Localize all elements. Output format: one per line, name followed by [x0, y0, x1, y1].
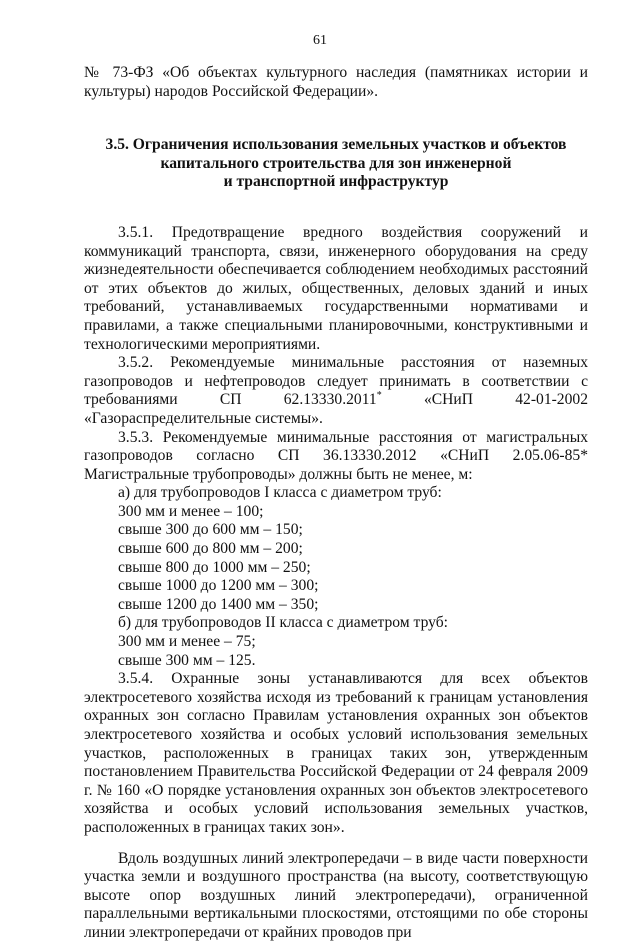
paragraph-3-5-2-text: 3.5.2. Рекомендуемые минимальные расстояния от наземных газопроводов и нефтепроводов следует принимать в соответствии с требованиями СП 62.13330.2011 — [84, 354, 588, 409]
list-item: свыше 300 мм – 125. — [118, 651, 256, 669]
list-item: 300 мм и менее – 75; — [118, 633, 256, 651]
footnote-marker: * — [376, 390, 382, 402]
list-item: б) для трубопроводов II класса с диаметром труб: — [118, 614, 449, 632]
distance-list — [84, 484, 588, 670]
list-item: свыше 800 до 1000 мм – 250; — [118, 558, 311, 576]
section-heading-line: 3.5. Ограничения использования земельных участков и объектов — [105, 136, 567, 154]
intro-paragraph: № 73-ФЗ «Об объектах культурного наследия (памятниках истории и культуры) народов Российской Федерации». — [84, 64, 588, 100]
paragraph-3-5-2 — [84, 354, 588, 428]
paragraph-3-5-1: 3.5.1. Предотвращение вредного воздействия сооружений и коммуникаций транспорта, связи, инженерного оборудования на среду жизнедеятельности обеспечивается соблюдением необходимых расстояний от этих объектов до жилых, общественных, деловых зданий и иных требований, устанавливаемых государственными нормативами и правилами, а также специальными планировочными, конструктивными и технологическими мероприятиями. — [84, 223, 588, 353]
list-item: а) для трубопроводов I класса с диаметром труб: — [118, 484, 442, 502]
list-item: свыше 1200 до 1400 мм – 350; — [118, 595, 319, 613]
paragraph-3-5-3: 3.5.3. Рекомендуемые минимальные расстояния от магистральных газопроводов согласно СП 36.13330.2012 «СНиП 2.05.06-85* Магистральные трубопроводы» должны быть не менее, м: — [84, 428, 588, 483]
list-item: свыше 1000 до 1200 мм – 300; — [118, 577, 319, 595]
paragraph-3-5-2-text-end: «СНиП 42-01-2002 «Газораспределительные системы». — [84, 391, 588, 427]
section-heading-line: и транспортной инфраструктур — [223, 173, 449, 191]
section-heading-line: капитального строительства для зон инженерной — [160, 154, 512, 172]
paragraph-3-5-4: 3.5.4. Охранные зоны устанавливаются для всех объектов электросетевого хозяйства исходя из требований к границам установления охранных зон согласно Правилам установления охранных зон объектов электросетевого хозяйства и особых условий использования земельных участков, расположенных в границах таких зон, утвержденным постановлением Правительства Российской Федерации от 24 февраля 2009 г. № 160 «О порядке установления охранных зон объектов электросетевого хозяйства и особых условий использования земельных участков, расположенных в границах таких зон». — [84, 670, 588, 836]
page-number: 61 — [313, 33, 327, 48]
paragraph-overhead-lines: Вдоль воздушных линий электропередачи – в виде части поверхности участка земли и воздушного пространства (на высоту, соответствующую высоте опор воздушных линий электропередачи), ограниченной параллельными вертикальными плоскостями, отстоящими по обе стороны линии электропередачи от крайних проводов при — [84, 849, 588, 941]
list-item: свыше 300 до 600 мм – 150; — [118, 521, 303, 539]
list-item: свыше 600 до 800 мм – 200; — [118, 540, 303, 558]
section-heading — [84, 136, 588, 192]
list-item: 300 мм и менее – 100; — [118, 502, 264, 520]
document-body — [84, 64, 588, 943]
